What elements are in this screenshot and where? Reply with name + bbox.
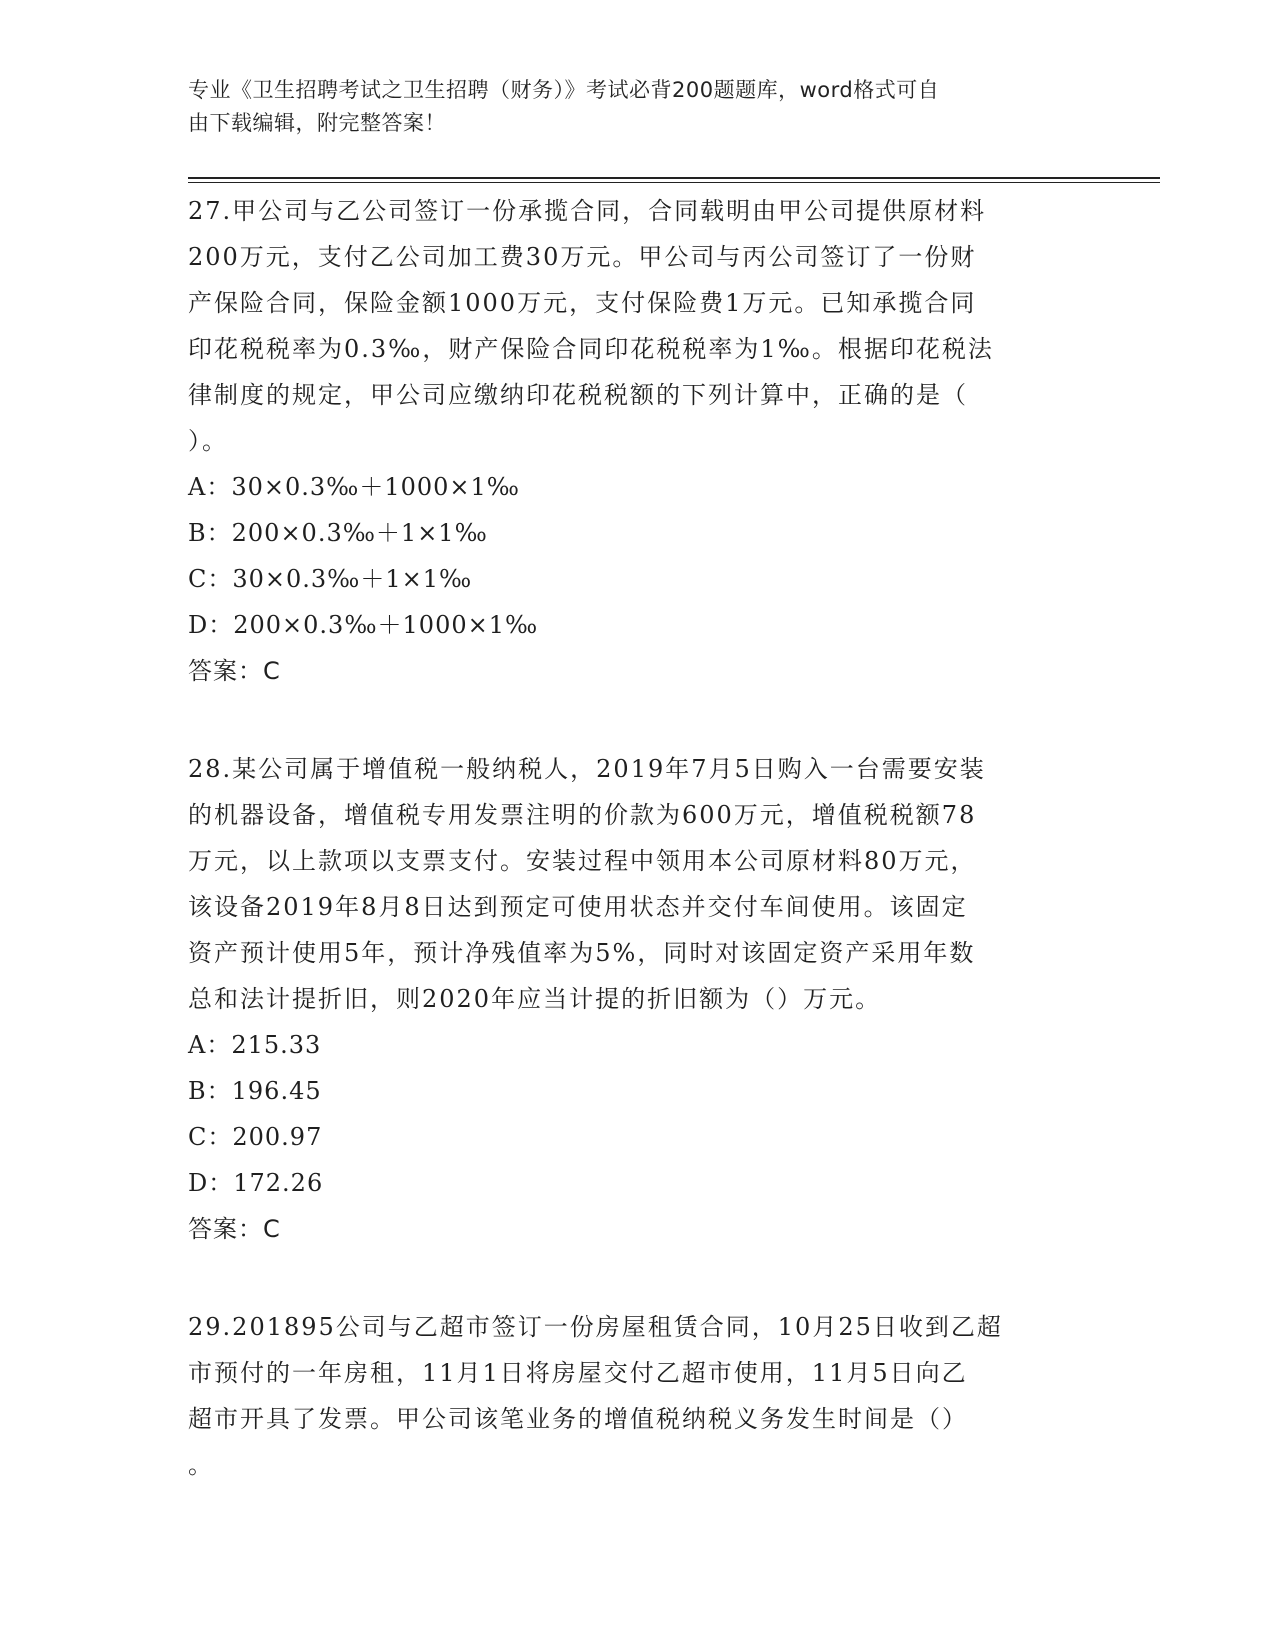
question-27-line-4: 印花税税率为0.3‰，财产保险合同印花税税率为1‰。根据印花税法 bbox=[188, 335, 994, 363]
question-28-line-5: 资产预计使用5年，预计净残值率为5%，同时对该固定资产采用年数 bbox=[188, 939, 976, 967]
header-divider-thick bbox=[188, 177, 1160, 179]
question-29-line-3: 超市开具了发票。甲公司该笔业务的增值税纳税义务发生时间是（） bbox=[188, 1405, 968, 1433]
question-27-line-6: ）。 bbox=[188, 427, 228, 455]
question-27-line-3: 产保险合同，保险金额1000万元，支付保险费1万元。已知承揽合同 bbox=[188, 289, 977, 317]
question-28-line-2: 的机器设备，增值税专用发票注明的价款为600万元，增值税税额78 bbox=[188, 801, 977, 829]
question-28-line-6: 总和法计提折旧，则2020年应当计提的折旧额为（）万元。 bbox=[188, 985, 882, 1013]
header-line-1: 专业《卫生招聘考试之卫生招聘（财务）》考试必背200题题库，word格式可自 bbox=[188, 78, 940, 102]
question-27-line-2: 200万元，支付乙公司加工费30万元。甲公司与丙公司签订了一份财 bbox=[188, 243, 977, 271]
spacer bbox=[188, 694, 1088, 746]
question-27-option-a: A：30×0.3‰＋1000×1‰ bbox=[188, 473, 521, 501]
question-29-line-2: 市预付的一年房租，11月1日将房屋交付乙超市使用，11月5日向乙 bbox=[188, 1359, 968, 1387]
question-28-option-b: B：196.45 bbox=[188, 1077, 322, 1105]
question-27-option-b: B：200×0.3‰＋1×1‰ bbox=[188, 519, 488, 547]
document-header bbox=[188, 74, 1068, 140]
header-line-2: 由下载编辑，附完整答案！ bbox=[188, 111, 446, 135]
question-28-line-3: 万元，以上款项以支票支付。安装过程中领用本公司原材料80万元， bbox=[188, 847, 977, 875]
question-29-line-4: 。 bbox=[188, 1451, 214, 1479]
question-29-line-1: 29.201895公司与乙超市签订一份房屋租赁合同，10月25日收到乙超 bbox=[188, 1313, 1003, 1341]
question-27 bbox=[188, 188, 1088, 694]
question-27-line-1: 27.甲公司与乙公司签订一份承揽合同，合同载明由甲公司提供原材料 bbox=[188, 197, 987, 225]
question-27-answer: 答案：C bbox=[188, 657, 281, 685]
question-28-option-c: C：200.97 bbox=[188, 1123, 323, 1151]
question-28 bbox=[188, 746, 1088, 1252]
question-29 bbox=[188, 1304, 1088, 1488]
spacer bbox=[188, 1252, 1088, 1304]
question-28-option-a: A：215.33 bbox=[188, 1031, 322, 1059]
question-27-option-d: D：200×0.3‰＋1000×1‰ bbox=[188, 611, 539, 639]
question-28-line-4: 该设备2019年8月8日达到预定可使用状态并交付车间使用。该固定 bbox=[188, 893, 968, 921]
question-28-answer: 答案：C bbox=[188, 1215, 281, 1243]
question-list bbox=[188, 188, 1088, 1488]
question-27-option-c: C：30×0.3‰＋1×1‰ bbox=[188, 565, 473, 593]
question-27-line-5: 律制度的规定，甲公司应缴纳印花税税额的下列计算中，正确的是（ bbox=[188, 381, 968, 409]
question-28-line-1: 28.某公司属于增值税一般纳税人，2019年7月5日购入一台需要安装 bbox=[188, 755, 986, 783]
header-divider-thin bbox=[188, 182, 1160, 183]
question-28-option-d: D：172.26 bbox=[188, 1169, 324, 1197]
